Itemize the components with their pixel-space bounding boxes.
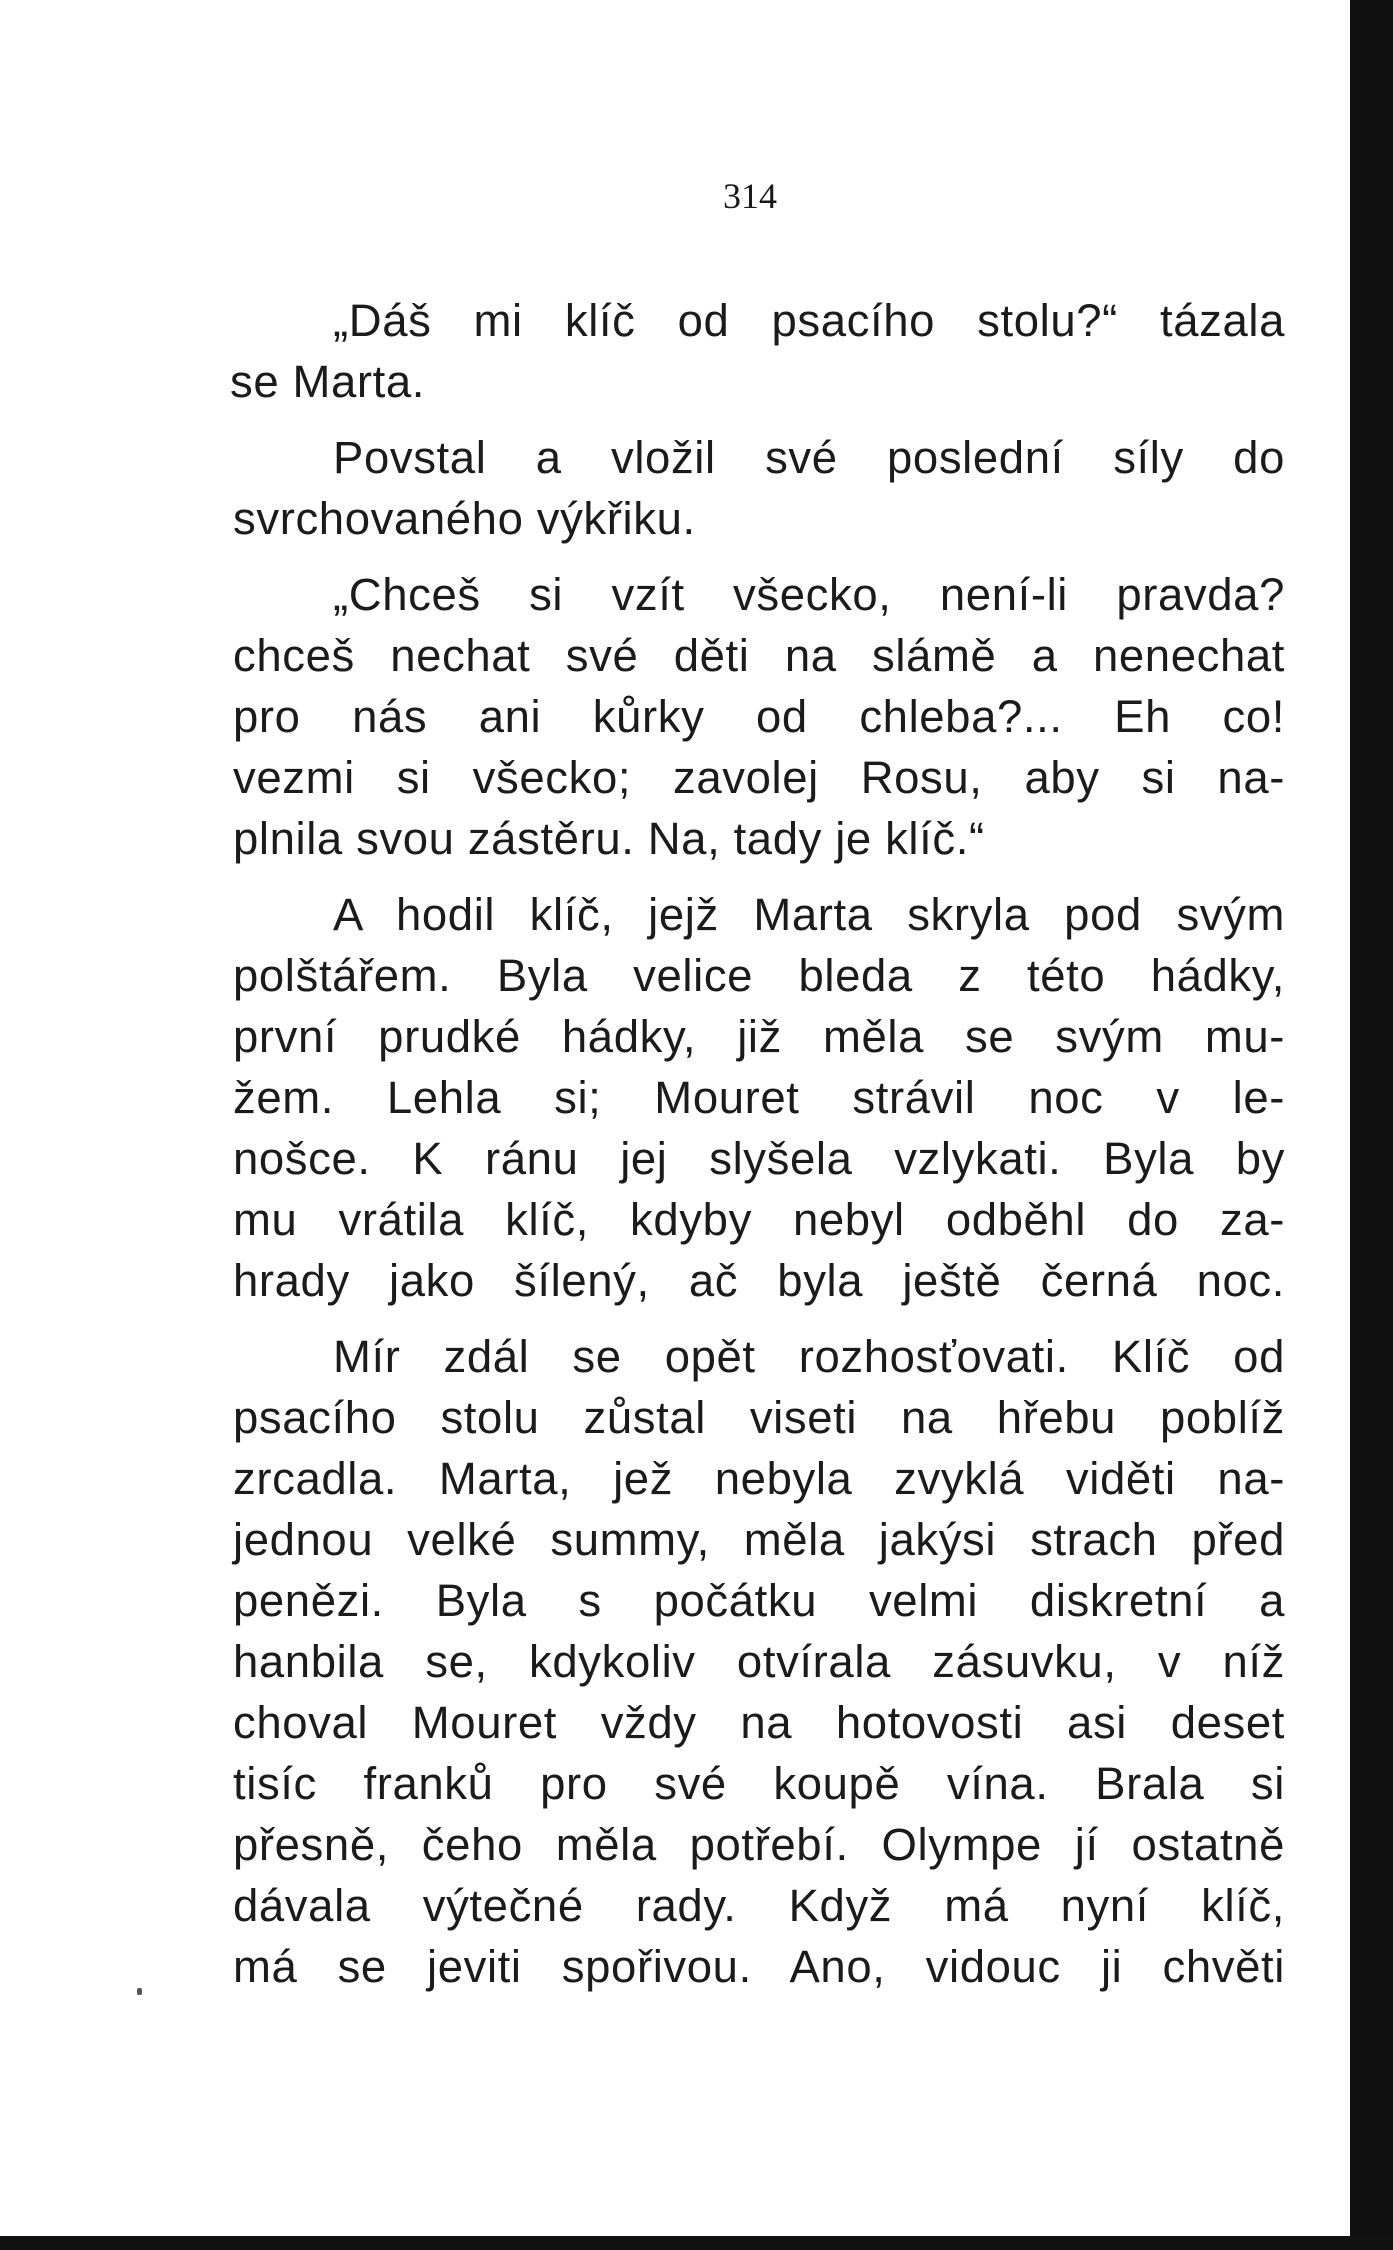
text-line: Mír zdál se opět rozhosťovati. Klíč od [333, 1331, 1285, 1382]
page-number: 314 [723, 176, 777, 216]
text-line: psacího stolu zůstal viseti na hřebu poblíž [233, 1392, 1285, 1443]
text-line: pro nás ani kůrky od chleba?... Eh co! [233, 691, 1285, 742]
text-line: chceš nechat své děti na slámě a nenechat [233, 630, 1285, 681]
text-line: jednou velké summy, měla jakýsi strach před [233, 1514, 1285, 1565]
text-line: A hodil klíč, jejž Marta skryla pod svým [333, 889, 1285, 940]
text-line: dávala výtečné rady. Když má nyní klíč, [233, 1880, 1285, 1931]
body-text [230, 290, 1285, 1997]
scan-edge-right [1350, 0, 1393, 2250]
paragraph [230, 290, 1285, 412]
text-line: nošce. K ránu jej slyšela vzlykati. Byla by [233, 1133, 1285, 1184]
text-line: tisíc franků pro své koupě vína. Brala si [233, 1758, 1285, 1809]
text-line: plnila svou zástěru. Na, tady je klíč.“ [233, 813, 985, 864]
text-line: zrcadla. Marta, jež nebyla zvyklá viděti na- [233, 1453, 1285, 1504]
text-line: choval Mouret vždy na hotovosti asi deset [233, 1697, 1285, 1748]
text-line: svrchovaného výkřiku. [233, 493, 696, 544]
ink-speck [137, 1988, 142, 1995]
paragraph [233, 1326, 1285, 1997]
text-line: první prudké hádky, již měla se svým mu- [233, 1011, 1285, 1062]
text-line: „Dáš mi klíč od psacího stolu?“ tázala [333, 295, 1285, 346]
text-line: mu vrátila klíč, kdyby nebyl odběhl do za- [233, 1194, 1285, 1245]
scan-edge-bottom [0, 2236, 1393, 2250]
text-line: vezmi si všecko; zavolej Rosu, aby si na- [233, 752, 1285, 803]
text-line: hrady jako šílený, ač byla ještě černá noc. [233, 1255, 1285, 1306]
text-line: hanbila se, kdykoliv otvírala zásuvku, v níž [233, 1636, 1285, 1687]
text-line: přesně, čeho měla potřebí. Olympe jí ostatně [233, 1819, 1285, 1870]
paragraph [233, 564, 1285, 869]
text-line: žem. Lehla si; Mouret strávil noc v le- [233, 1072, 1285, 1123]
text-line: má se jeviti spořivou. Ano, vidouc ji chvěti [233, 1941, 1285, 1992]
paragraph [233, 884, 1285, 1311]
text-line: se Marta. [230, 356, 426, 407]
text-line: polštářem. Byla velice bleda z této hádky, [233, 950, 1285, 1001]
text-line: „Chceš si vzít všecko, není-li pravda? [333, 569, 1285, 620]
text-line: Povstal a vložil své poslední síly do [333, 432, 1285, 483]
text-line: penězi. Byla s počátku velmi diskretní a [233, 1575, 1285, 1626]
paragraph [233, 427, 1285, 549]
